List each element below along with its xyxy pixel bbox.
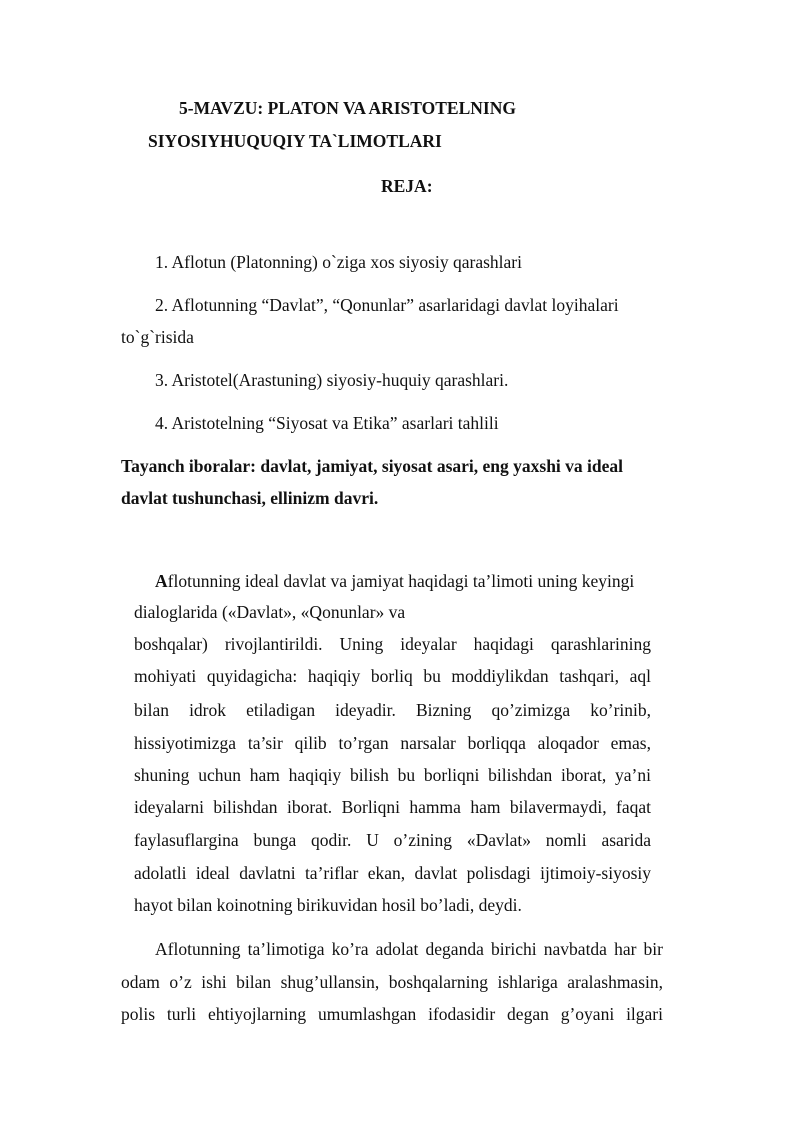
title-line-1: 5-MAVZU: PLATON VA ARISTOTELNING [179, 98, 516, 118]
paragraph-1-line-6: hissiyotimizga ta’sir qilib to’rgan narsalar borliqqa aloqador emas, [134, 733, 651, 753]
paragraph-2-line-1: Aflotunning ta’limotiga ko’ra adolat deganda birichi navbatda har bir [155, 939, 663, 959]
plan-item-2-continuation: to`g`risida [121, 327, 194, 347]
paragraph-1-line-5: bilan idrok etiladigan ideyadir. Bizning qo’zimizga ko’rinib, [134, 700, 651, 720]
paragraph-2-line-3: polis turli ehtiyojlarning umumlashgan ifodasidir degan g’oyani ilgari [121, 1004, 663, 1024]
paragraph-1-line-8: ideyalarni bilishdan iborat. Borliqni hamma ham bilavermaydi, faqat [134, 797, 651, 817]
plan-heading: REJA: [381, 176, 433, 196]
paragraph-1-line-2: dialoglarida («Davlat», «Qonunlar» va [134, 602, 406, 622]
paragraph-1-first-line-text: flotunning ideal davlat va jamiyat haqidagi ta’limoti uning keyingi [167, 571, 635, 591]
drop-letter: A [155, 571, 168, 591]
plan-item-1: 1. Aflotun (Platonning) o`ziga xos siyosiy qarashlari [155, 252, 522, 272]
keywords-line-2: davlat tushunchasi, ellinizm davri. [121, 488, 379, 508]
keywords-line-1: Tayanch iboralar: davlat, jamiyat, siyosat asari, eng yaxshi va ideal [121, 456, 624, 476]
plan-item-2: 2. Aflotunning “Davlat”, “Qonunlar” asarlaridagi davlat loyihalari [155, 295, 619, 315]
paragraph-1-line-3: boshqalar) rivojlantirildi. Uning ideyalar haqidagi qarashlarining [134, 634, 651, 654]
paragraph-1-line-10: adolatli ideal davlatni ta’riflar ekan, davlat polisdagi ijtimoiy-siyosiy [134, 863, 651, 883]
paragraph-1-line-11: hayot bilan koinotning birikuvidan hosil bo’ladi, deydi. [134, 895, 522, 915]
plan-item-3: 3. Aristotel(Arastuning) siyosiy-huquiy qarashlari. [155, 370, 509, 390]
paragraph-2-line-2: odam o’z ishi bilan shug’ullansin, boshqalarning ishlariga aralashmasin, [121, 972, 663, 992]
paragraph-1-line-7: shuning uchun ham haqiqiy bilish bu borliqni bilishdan iborat, ya’ni [134, 765, 651, 785]
plan-item-4: 4. Aristotelning “Siyosat va Etika” asarlari tahlili [155, 413, 499, 433]
paragraph-1-line-1 [155, 571, 634, 591]
paragraph-1-line-9: faylasuflargina bunga qodir. U o’zining «Davlat» nomli asarida [134, 830, 651, 850]
title-line-2: SIYOSIYHUQUQIY TA`LIMOTLARI [148, 131, 442, 151]
paragraph-1-line-4: mohiyati quyidagicha: haqiqiy borliq bu moddiylikdan tashqari, aql [134, 666, 651, 686]
